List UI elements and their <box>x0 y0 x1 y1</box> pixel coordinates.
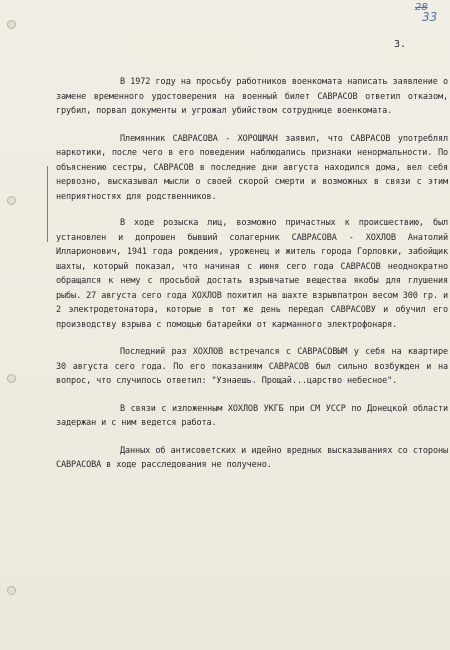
paragraph-detention: В связи с изложенным ХОХЛОВ УКГБ при СМ УССР по Донецкой области задержан и с ним ведется работа. <box>56 403 448 428</box>
document-body <box>56 75 448 486</box>
punch-hole <box>7 20 16 29</box>
paragraph-military-ticket: В 1972 году на просьбу работников военкомата написать заявление о замене временного удостоверения на военный билет САВРАСОВ ответил отказом, грубил, порвал документы и угрожал убийством сотруднице военкомата. <box>56 77 448 116</box>
punch-hole <box>7 374 16 383</box>
paragraph-nephew-statement: Племянник САВРАСОВА - ХОРОШМАН заявил, что САВРАСОВ употреблял наркотики, после чего в его поведении наблюдались признаки ненормальности. По объяснению сестры, САВРАСОВ в последние дни августа находился дома, вел себя нервозно, высказывал мысли о своей скорой смерти и возможных в связи с этим неприятностях для родственников. <box>56 133 448 202</box>
archive-number-old: 28 <box>415 2 428 13</box>
margin-pencil-mark <box>47 166 48 242</box>
punch-hole <box>7 586 16 595</box>
archive-number: 33 <box>422 10 438 24</box>
paragraph-no-statements: Данных об антисоветских и идейно вредных высказываниях со стороны САВРАСОВА в ходе расследования не получено. <box>56 445 448 470</box>
punch-hole <box>7 196 16 205</box>
page-number: 3. <box>394 39 407 50</box>
paragraph-search-khokhlov: В ходе розыска лиц, возможно причастных к происшествию, был установлен и допрошен бывший солагерник САВРАСОВА - ХОХЛОВ Анатолий Илларионович, 1941 года рождения, уроженец и житель города Горловки, забойщик шахты, который показал, что начиная с июня сего года САВРАСОВ неоднократно обращался к нему с просьбой достать взрывчатые вещества якобы для глушения рыбы. 27 августа сего года ХОХЛОВ похитил на шахте взрывпатрон весом 300 гр. и 2 электродетонатора, которые в тот же день передал САВРАСОВУ и обучил его производству взрыва с помощью батарейки от карманного электрофонаря. <box>56 218 448 330</box>
paragraph-last-meeting: Последний раз ХОХЛОВ встречался с САВРАСОВЫМ у себя на квартире 30 августа сего года. По его показаниям САВРАСОВ был сильно возбужден и на вопрос, что случилось ответил: "Узнаешь. Прощай...царство небесное". <box>56 347 448 386</box>
